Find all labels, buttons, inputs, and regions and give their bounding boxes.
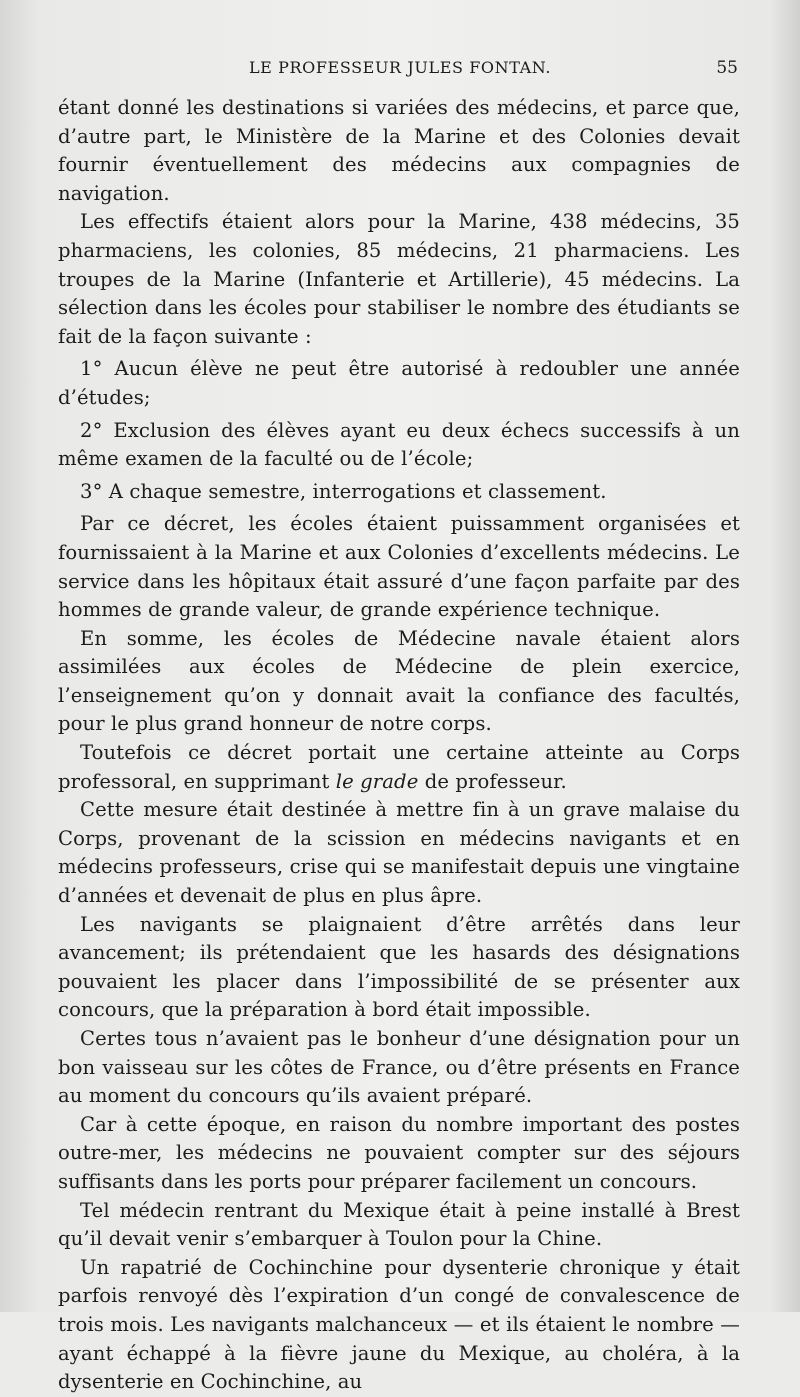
list-item: 3° A chaque semestre, interrogations et classement. — [80, 479, 607, 503]
paragraph — [58, 739, 740, 796]
paragraph: Les effectifs étaient alors pour la Marine, 438 médecins, 35 pharmaciens, les colonies, 85 médecins, 21 pharmaciens. Les troupes de la Marine (Infanterie et Artillerie), 45 médecins. La sélection dans les écoles pour stabiliser le nombre des étudiants se fait de la façon suivante : — [58, 210, 740, 348]
paragraph: Les navigants se plaignaient d’être arrêtés dans leur avancement; ils prétendaient que les hasards des désignations pouvaient les placer dans l’impossibilité de se présenter aux concours, que la préparation à bord était impossible. — [58, 912, 740, 1022]
paragraph-text: de professeur. — [424, 769, 567, 793]
paragraph: étant donné les destinations si variées des médecins, et parce que, d’autre part, le Ministère de la Marine et des Colonies devait fournir éventuellement des médecins aux compagnies de navigation. — [58, 96, 740, 205]
paragraph: Tel médecin rentrant du Mexique était à peine installé à Brest qu’il devait venir s’embarquer à Toulon pour la Chine. — [58, 1198, 740, 1251]
paragraph-text: Toutefois ce décret portait une certaine atteinte au Corps professoral, en supprimant — [58, 741, 740, 793]
running-title: LE PROFESSEUR JULES FONTAN. — [248, 58, 552, 77]
paragraph: Car à cette époque, en raison du nombre important des postes outre-mer, les médecins ne pouvaient compter sur des séjours suffisants dans les ports pour préparer facilement un concours. — [58, 1112, 740, 1193]
paragraph: En somme, les écoles de Médecine navale étaient alors assimilées aux écoles de Médecine de plein exercice, l’enseignement qu’on y donnait avait la confiance des facultés, pour le plus grand honneur de notre corps. — [58, 626, 740, 736]
paragraph: Un rapatrié de Cochinchine pour dysenterie chronique y était parfois renvoyé dès l’expiration d’un congé de convalescence de trois mois. Les navigants malchanceux — et ils étaient le nombre — ayant échappé à la fièvre jaune du Mexique, au choléra, à la dysenterie en Cochinchine, au — [58, 1255, 740, 1394]
italic-term: le grade — [335, 769, 419, 793]
page-number: 55 — [716, 58, 738, 78]
paragraph: Par ce décret, les écoles étaient puissamment organisées et fournissaient à la Marine et aux Colonies d’excellents médecins. Le service dans les hôpitaux était assuré d’une façon parfaite par des hommes de grande valeur, de grande expérience technique. — [58, 512, 740, 622]
page-header — [0, 52, 800, 82]
paragraph: Certes tous n’avaient pas le bonheur d’une désignation pour un bon vaisseau sur les côtes de France, ou d’être présents en France au moment du concours qu’ils avaient préparé. — [58, 1027, 740, 1108]
list-item: 1° Aucun élève ne peut être autorisé à redoubler une année d’études; — [58, 357, 740, 409]
list-item: 2° Exclusion des élèves ayant eu deux échecs successifs à un même examen de la faculté ou de l’école; — [58, 418, 740, 471]
body-text — [58, 94, 740, 1397]
paragraph: Cette mesure était destinée à mettre fin à un grave malaise du Corps, provenant de la scission en médecins navigants et en médecins professeurs, crise qui se manifestait depuis une vingtaine d’années et devenait de plus en plus âpre. — [58, 798, 740, 908]
